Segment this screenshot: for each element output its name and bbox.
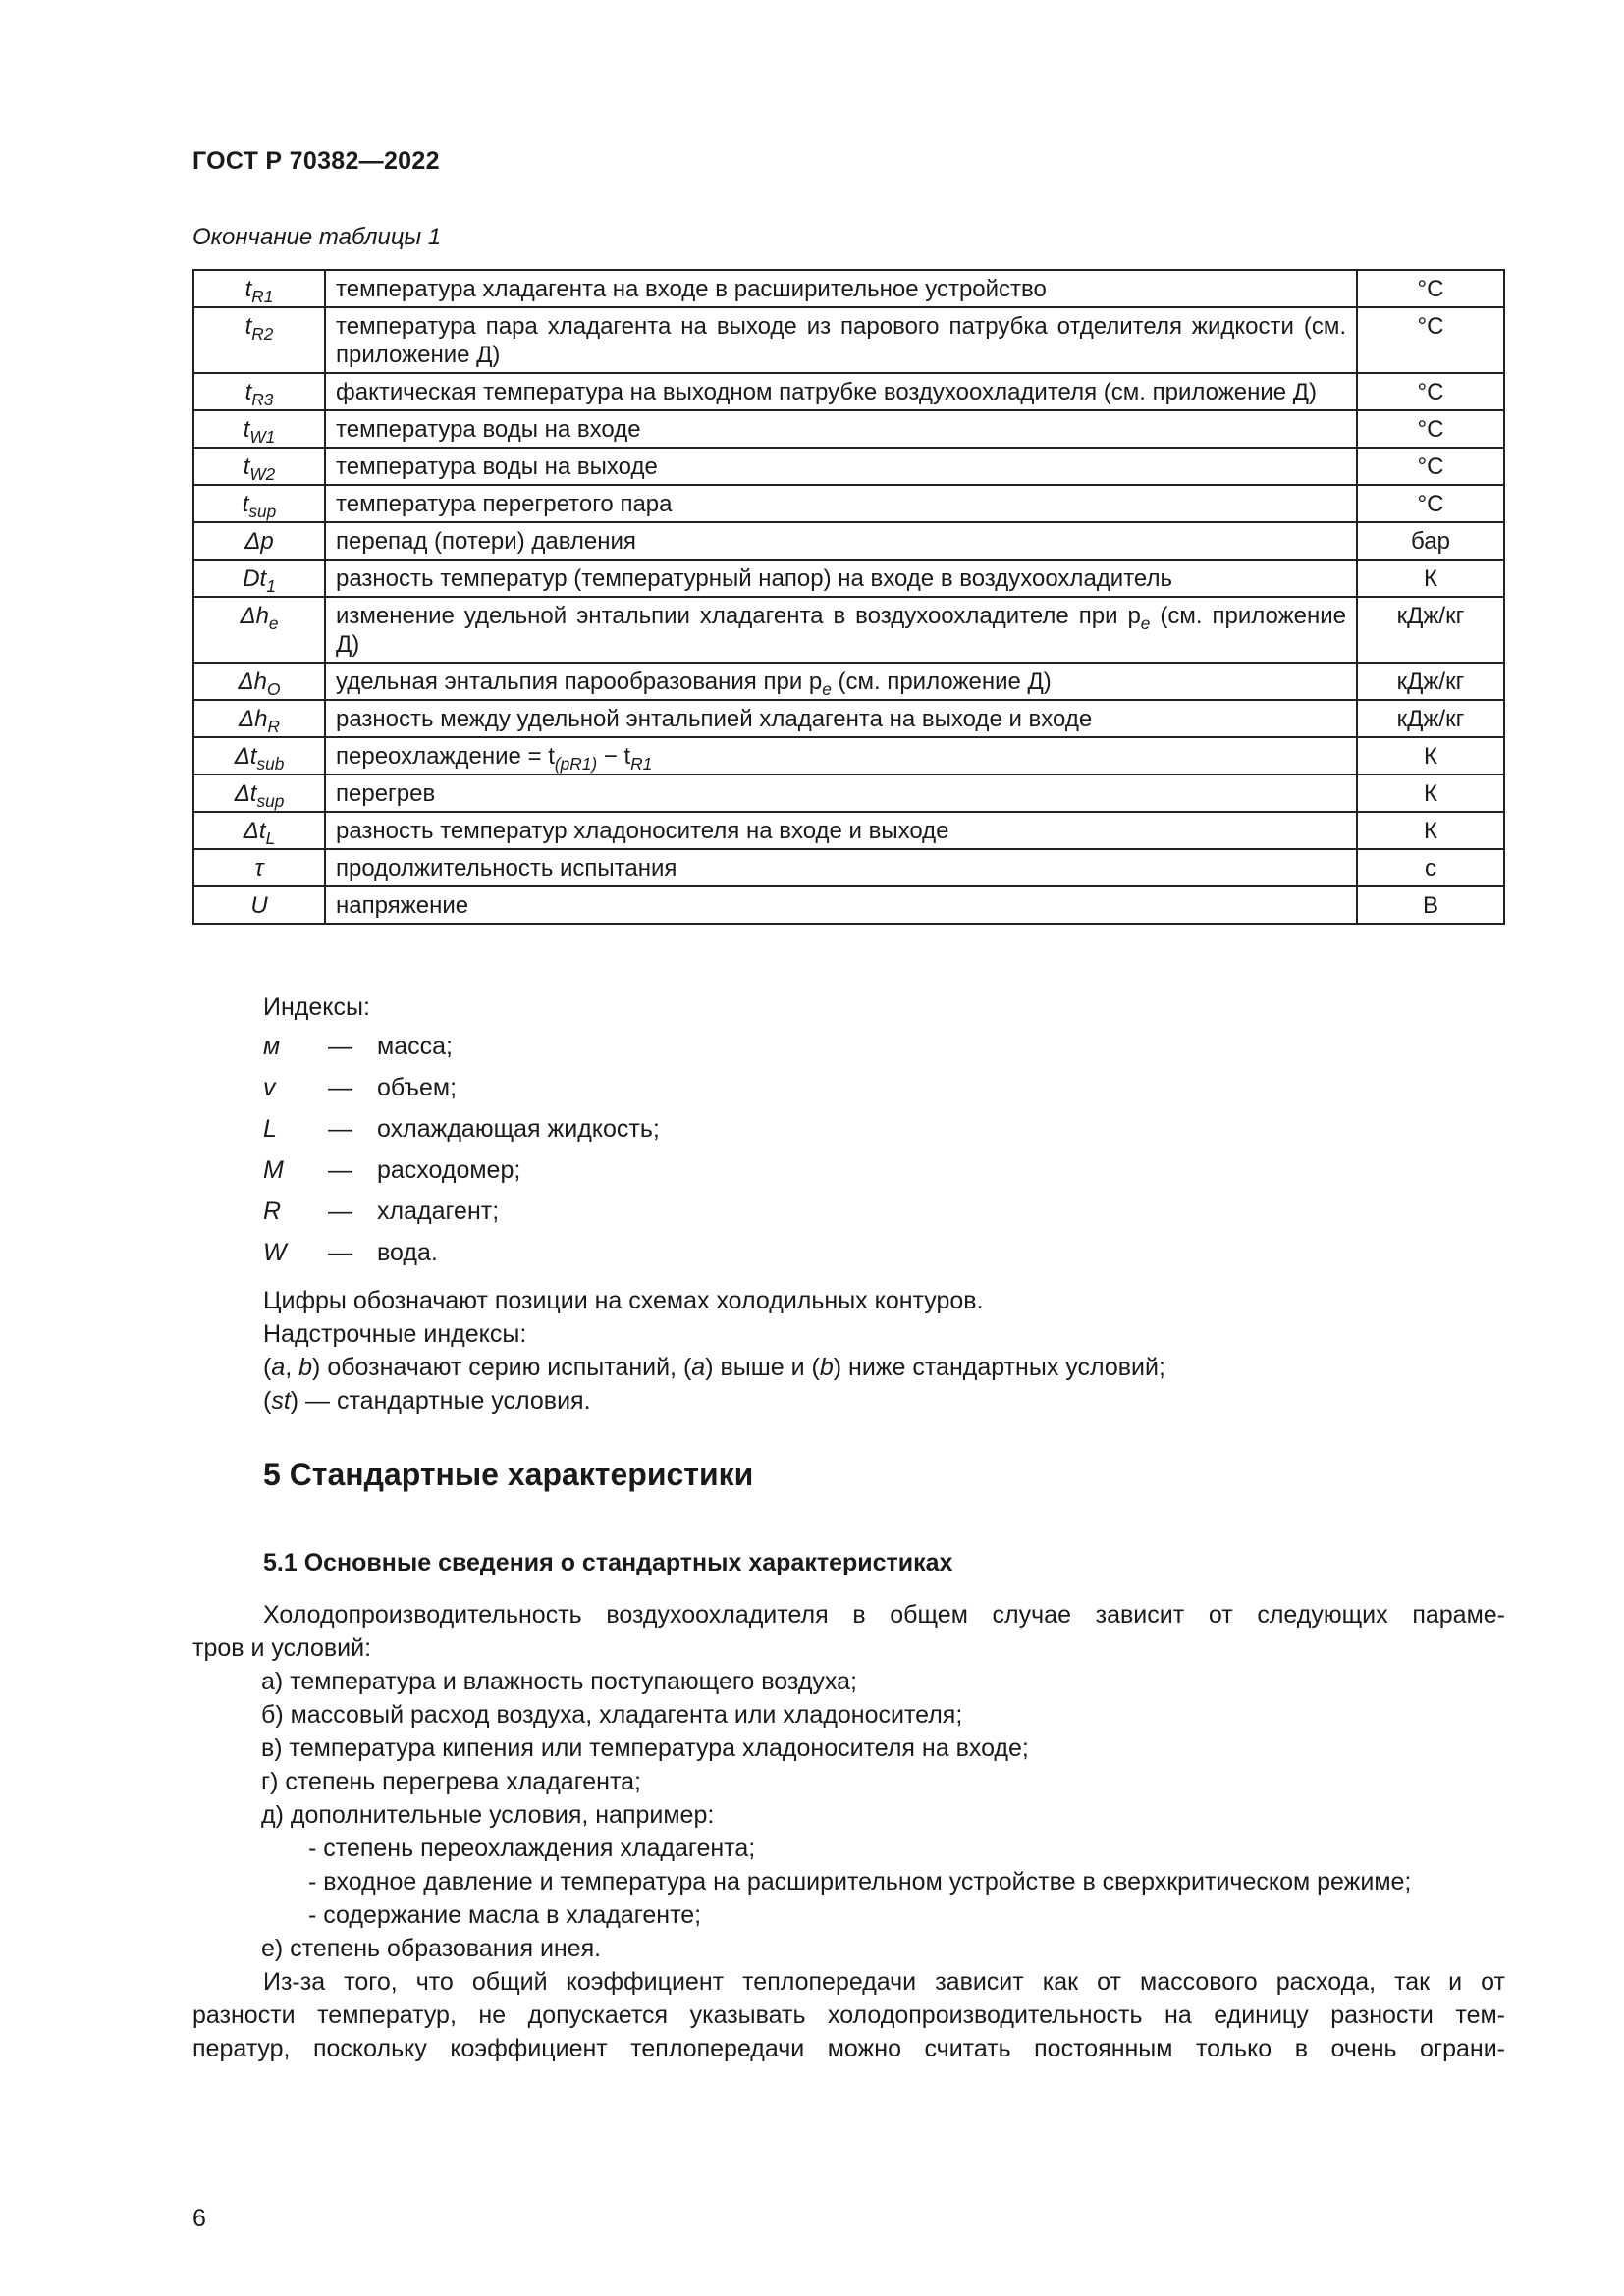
unit-text: с: [1425, 855, 1436, 881]
intro-line-1: Холодопроизводительность воздухоохладителя в общем случае зависит от следующих параме-: [263, 1601, 1505, 1629]
unit-cell: [1357, 597, 1504, 663]
unit-cell: [1357, 410, 1504, 448]
symbol-subscript: L: [265, 828, 276, 849]
index-key: R: [263, 1198, 282, 1225]
description-text: напряжение: [336, 892, 469, 919]
list-item: а) температура и влажность поступающего воздуха;: [261, 1668, 857, 1695]
symbol-subscript: R: [267, 717, 280, 737]
description-cell: [325, 560, 1357, 597]
index-dash: —: [328, 1198, 352, 1225]
symbol-subscript: R3: [251, 390, 274, 410]
symbol-cell: [193, 307, 325, 373]
symbols-table: [192, 269, 1505, 925]
symbol-subscript: sup: [248, 502, 277, 522]
index-dash: —: [328, 1033, 352, 1060]
symbol-main: Δh: [238, 668, 267, 695]
description-cell: [325, 849, 1357, 886]
sublist-item: - степень переохлаждения хладагента;: [308, 1835, 756, 1862]
symbol-main: Δp: [244, 528, 274, 555]
unit-text: кДж/кг: [1396, 603, 1465, 629]
unit-cell: [1357, 560, 1504, 597]
symbol-main: τ: [254, 855, 264, 881]
symbol-cell: [193, 410, 325, 448]
conditions-list: [261, 1665, 1029, 1832]
symbol-main: t: [244, 276, 252, 302]
conditions-sublist: [308, 1832, 1411, 1932]
table-row: [193, 522, 1504, 560]
unit-cell: [1357, 307, 1504, 373]
description-tail: (см. приложение Д): [831, 668, 1052, 695]
description-subscript: (pR1): [554, 754, 598, 774]
unit-text: К: [1424, 780, 1437, 807]
section-5-title: 5 Стандартные характеристики: [263, 1457, 754, 1492]
unit-cell: [1357, 700, 1504, 737]
description-cell: [325, 448, 1357, 485]
symbol-subscript: sup: [256, 791, 285, 812]
description-text: фактическая температура на выходном патрубке воздухоохладителя (см. приложение Д): [336, 379, 1318, 405]
symbol-subscript: sub: [256, 754, 285, 774]
table-row: [193, 560, 1504, 597]
table-row: [193, 663, 1504, 700]
unit-text: °С: [1417, 454, 1444, 480]
closing-line-2: разности температур, не допускается указывать холодопроизводительность на единицу разности тем-: [192, 2002, 1505, 2029]
index-value: объем;: [377, 1074, 458, 1101]
notes-block: [263, 1284, 1165, 1417]
description-text: температура перегретого пара: [336, 491, 673, 517]
symbol-main: U: [250, 892, 268, 919]
description-cell: [325, 373, 1357, 410]
table-row: [193, 700, 1504, 737]
sublist-item: - входное давление и температура на расширительном устройстве в сверхкритическом режиме;: [308, 1868, 1412, 1896]
symbol-main: Δh: [240, 603, 269, 629]
symbol-cell: [193, 270, 325, 307]
table-row: [193, 849, 1504, 886]
unit-cell: [1357, 774, 1504, 812]
symbol-cell: [193, 700, 325, 737]
description-text: разность температур хладоносителя на входе и выходе: [336, 818, 949, 844]
index-item: [263, 1156, 660, 1198]
symbol-cell: [193, 597, 325, 663]
unit-text: кДж/кг: [1396, 706, 1465, 732]
list-item: б) массовый расход воздуха, хладагента или хладоносителя;: [261, 1701, 963, 1729]
symbol-main: Δt: [234, 743, 257, 770]
index-dash: —: [328, 1074, 352, 1101]
description-cell: [325, 663, 1357, 700]
superscripts-line-1: (a, b) обозначают серию испытаний, (a) выше и (b) ниже стандартных условий;: [263, 1354, 1165, 1381]
index-value: охлаждающая жидкость;: [377, 1115, 660, 1143]
symbol-subscript: R2: [251, 324, 274, 345]
table-row: [193, 774, 1504, 812]
unit-cell: [1357, 737, 1504, 774]
symbol-subscript: W2: [249, 464, 276, 485]
unit-cell: [1357, 663, 1504, 700]
unit-cell: [1357, 849, 1504, 886]
index-item: [263, 1198, 660, 1239]
index-value: расходомер;: [377, 1156, 521, 1184]
unit-text: К: [1424, 743, 1437, 770]
index-item: [263, 1074, 660, 1115]
index-value: вода.: [377, 1239, 438, 1266]
symbol-cell: [193, 849, 325, 886]
table-row: [193, 597, 1504, 663]
symbol-main: t: [244, 379, 252, 405]
symbol-main: t: [243, 416, 250, 443]
closing-paragraph: [192, 1965, 1505, 2065]
symbol-cell: [193, 812, 325, 849]
description-text: разность температур (температурный напор) на входе в воздухоохладитель: [336, 565, 1172, 592]
index-value: хладагент;: [377, 1198, 500, 1225]
index-key: M: [263, 1156, 284, 1184]
description-cell: [325, 774, 1357, 812]
closing-line-3: ператур, поскольку коэффициент теплопередачи можно считать постоянным только в очень ограни-: [192, 2035, 1505, 2062]
index-key: W: [263, 1239, 287, 1266]
symbol-main: Δh: [239, 706, 268, 732]
description-text: удельная энтальпия парообразования при p: [336, 668, 823, 695]
description-text: продолжительность испытания: [336, 855, 677, 881]
description-text: перепад (потери) давления: [336, 528, 636, 555]
index-key: v: [263, 1074, 276, 1101]
symbol-subscript: e: [268, 614, 279, 634]
symbol-main: t: [242, 491, 249, 517]
symbol-main: t: [244, 313, 252, 340]
table-row: [193, 737, 1504, 774]
symbol-cell: [193, 774, 325, 812]
symbol-cell: [193, 560, 325, 597]
description-cell: [325, 270, 1357, 307]
symbol-cell: [193, 737, 325, 774]
description-text: перегрев: [336, 780, 436, 807]
symbol-subscript: R1: [251, 287, 274, 307]
symbol-main: Δt: [243, 818, 266, 844]
index-dash: —: [328, 1239, 352, 1266]
index-dash: —: [328, 1156, 352, 1184]
index-key: м: [263, 1033, 281, 1060]
unit-text: бар: [1411, 528, 1450, 555]
digits-note: Цифры обозначают позиции на схемах холодильных контуров.: [263, 1287, 984, 1314]
description-cell: [325, 307, 1357, 373]
unit-text: К: [1424, 818, 1437, 844]
sublist-item: - содержание масла в хладагенте;: [308, 1901, 702, 1929]
table-row: [193, 485, 1504, 522]
description-cell: [325, 886, 1357, 924]
unit-cell: [1357, 373, 1504, 410]
symbol-cell: [193, 522, 325, 560]
description-subscript: e: [1140, 614, 1151, 634]
description-text: переохлаждение = t: [336, 743, 555, 770]
table-caption: Окончание таблицы 1: [192, 224, 442, 250]
symbol-cell: [193, 373, 325, 410]
symbol-subscript: W1: [249, 427, 276, 448]
index-item: [263, 1115, 660, 1156]
symbol-cell: [193, 448, 325, 485]
description-tail: − t: [597, 743, 631, 770]
unit-cell: [1357, 485, 1504, 522]
unit-cell: [1357, 522, 1504, 560]
table-row: [193, 812, 1504, 849]
symbol-main: Δt: [234, 780, 257, 807]
table-row: [193, 886, 1504, 924]
list-item: д) дополнительные условия, например:: [261, 1801, 715, 1829]
index-key: L: [263, 1115, 277, 1143]
description-cell: [325, 597, 1357, 663]
unit-text: °С: [1417, 416, 1444, 443]
symbol-subscript: O: [267, 679, 281, 700]
description-subscript-2: R1: [630, 754, 653, 774]
description-subscript: e: [822, 679, 832, 700]
description-text: температура воды на выходе: [336, 454, 658, 480]
description-tail: (см. приложение Д): [336, 603, 1347, 658]
symbol-cell: [193, 485, 325, 522]
description-cell: [325, 410, 1357, 448]
index-value: масса;: [377, 1033, 453, 1060]
list-item: г) степень перегрева хладагента;: [261, 1768, 641, 1795]
unit-text: °С: [1417, 379, 1444, 405]
unit-text: °С: [1417, 276, 1444, 302]
superscripts-title: Надстрочные индексы:: [263, 1320, 527, 1348]
unit-text: К: [1424, 565, 1437, 592]
table-row: [193, 270, 1504, 307]
page-number: 6: [192, 2205, 206, 2232]
table-row: [193, 373, 1504, 410]
unit-text: °С: [1417, 313, 1444, 340]
description-cell: [325, 737, 1357, 774]
document-header: ГОСТ Р 70382—2022: [192, 147, 440, 175]
description-text: температура хладагента на входе в расширительное устройство: [336, 276, 1047, 302]
symbol-cell: [193, 663, 325, 700]
symbol-cell: [193, 886, 325, 924]
index-item: [263, 1033, 660, 1074]
table-row: [193, 448, 1504, 485]
superscripts-line-2: (st) — стандартные условия.: [263, 1387, 591, 1415]
unit-text: кДж/кг: [1396, 668, 1465, 695]
indexes-title: Индексы:: [263, 993, 370, 1021]
conditions-last-item: е) степень образования инея.: [261, 1935, 602, 1962]
description-text: температура воды на входе: [336, 416, 641, 443]
unit-text: °С: [1417, 491, 1444, 517]
description-cell: [325, 522, 1357, 560]
index-item: [263, 1239, 660, 1280]
description-text: температура пара хладагента на выходе из парового патрубка отделителя жидкости (см. приложение Д): [336, 313, 1346, 368]
closing-line-1: Из-за того, что общий коэффициент теплопередачи зависит как от массового расхода, так и от: [263, 1968, 1505, 1996]
description-cell: [325, 812, 1357, 849]
unit-cell: [1357, 448, 1504, 485]
description-cell: [325, 700, 1357, 737]
unit-cell: [1357, 270, 1504, 307]
list-item: в) температура кипения или температура хладоносителя на входе;: [261, 1735, 1029, 1762]
description-cell: [325, 485, 1357, 522]
description-text: изменение удельной энтальпии хладагента в воздухоохладителе при p: [336, 603, 1141, 629]
unit-cell: [1357, 886, 1504, 924]
table-row: [193, 410, 1504, 448]
intro-line-2: тров и условий:: [192, 1634, 372, 1662]
table-row: [193, 307, 1504, 373]
intro-paragraph: [192, 1598, 1505, 1665]
index-dash: —: [328, 1115, 352, 1143]
description-text: разность между удельной энтальпией хладагента на выходе и входе: [336, 706, 1093, 732]
section-5-1-title: 5.1 Основные сведения о стандартных характеристиках: [263, 1549, 953, 1576]
symbol-subscript: 1: [266, 576, 276, 597]
unit-cell: [1357, 812, 1504, 849]
indexes-block: [263, 993, 660, 1280]
unit-text: В: [1422, 892, 1438, 919]
symbol-main: Dt: [243, 565, 267, 592]
symbol-main: t: [243, 454, 250, 480]
